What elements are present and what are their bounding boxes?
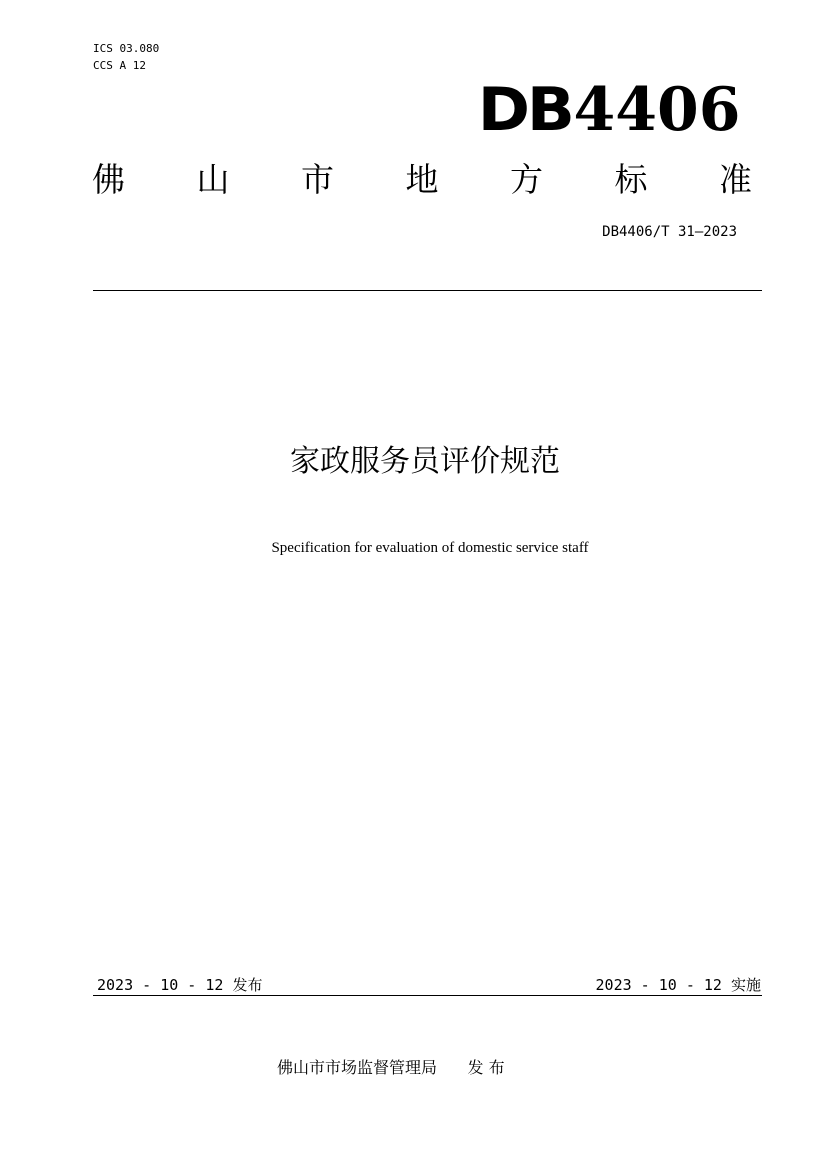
- document-title-english: Specification for evaluation of domestic service staff: [271, 540, 589, 556]
- logo-letters: DB: [477, 75, 572, 145]
- standard-type-char: 佛: [92, 160, 125, 199]
- implement-date: 2023 - 10 - 12 实施: [595, 976, 761, 994]
- issuer-action: 发 布: [467, 1058, 505, 1077]
- ccs-code: CCS A 12: [93, 59, 146, 72]
- ics-code: ICS 03.080: [93, 42, 160, 55]
- standard-code: DB4406/T 31—2023: [602, 224, 737, 240]
- standard-type-char: 标: [614, 160, 648, 199]
- publish-date: 2023 - 10 - 12 发布: [97, 976, 263, 994]
- issuer-line: [277, 1055, 505, 1078]
- standard-type-char: 地: [405, 160, 439, 199]
- document-title-chinese: 家政服务员评价规范: [290, 444, 560, 479]
- classification-codes: [93, 40, 159, 74]
- standard-type: [92, 160, 752, 200]
- issuer-name: 佛山市市场监督管理局: [277, 1058, 438, 1077]
- logo-number: 4406: [573, 75, 741, 145]
- standard-type-char: 准: [719, 160, 752, 199]
- standard-type-char: 方: [510, 160, 543, 199]
- standard-type-char: 山: [196, 160, 230, 199]
- db-logo: [477, 75, 750, 145]
- header-divider: [93, 290, 762, 291]
- footer-divider: [93, 995, 762, 996]
- standard-type-char: 市: [301, 160, 334, 199]
